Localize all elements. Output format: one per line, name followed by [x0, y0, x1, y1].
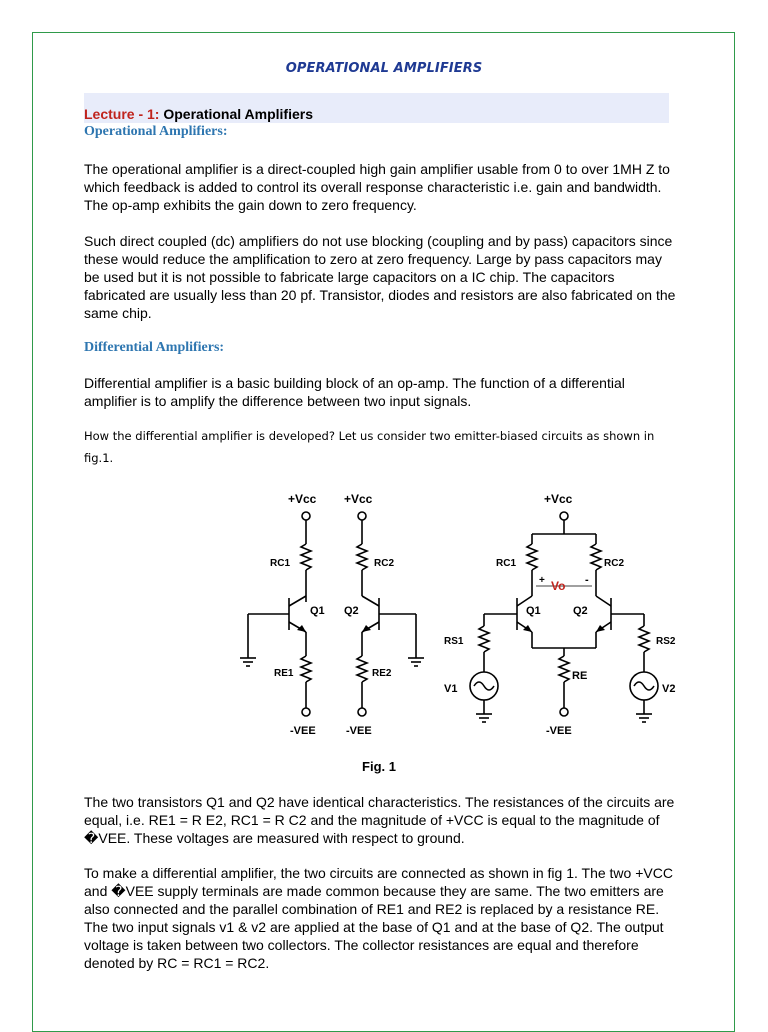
label-rc1-left: RC1 — [270, 558, 291, 569]
lecture-number: Lecture - 1: — [84, 106, 160, 122]
paragraph-1: The operational amplifier is a direct-coupled high gain amplifier usable from 0 to over 1MH Z to which feedback is added to control its overall response characteristic i.e. gain and bandwidth. The op-amp exhibits the gain down to zero frequency. — [84, 161, 670, 213]
label-v1: V1 — [444, 683, 458, 695]
label-vcc-1: +Vcc — [288, 492, 317, 506]
label-vo-plus: + — [539, 575, 545, 586]
label-q2-right: Q2 — [573, 605, 588, 617]
label-rs2: RS2 — [656, 636, 676, 647]
label-rs1: RS1 — [444, 636, 464, 647]
document-title: OPERATIONAL AMPLIFIERS — [285, 61, 483, 76]
paragraph-6: To make a differential amplifier, the two circuits are connected as shown in fig 1. The two +VCC and �VEE supply terminals are made common because they are same. The two emitters are also connected and the parallel combination of RE1 and RE2 is replaced by a resistance RE. The two input signals v1 & v2 are applied at the base of Q1 and at the base of Q2. The output voltage is taken between two collectors. The collector resistances are equal and therefore denoted by RC = RC1 = RC2. — [84, 865, 673, 971]
label-q2-left: Q2 — [344, 605, 359, 617]
figure-1-circuit — [234, 486, 674, 751]
lecture-heading — [84, 106, 313, 122]
label-vee-1: -VEE — [290, 725, 316, 737]
label-re: RE — [572, 670, 588, 682]
label-vcc-3: +Vcc — [544, 492, 573, 506]
label-rc2-right: RC2 — [604, 558, 625, 569]
section-heading-op-amps: Operational Amplifiers: — [84, 124, 228, 139]
section-heading-diff-amps: Differential Amplifiers: — [84, 340, 225, 355]
paragraph-4: How the differential amplifier is developed? Let us consider two emitter-biased circuits as shown in fig.1. — [84, 429, 655, 465]
label-vo-minus: - — [585, 574, 589, 586]
label-rc1-right: RC1 — [496, 558, 517, 569]
paragraph-3: Differential amplifier is a basic building block of an op-amp. The function of a differential amplifier is to amplify the difference between two input signals. — [84, 375, 625, 409]
label-rc2-left: RC2 — [374, 558, 395, 569]
paragraph-2: Such direct coupled (dc) amplifiers do not use blocking (coupling and by pass) capacitors since these would reduce the amplification to zero at zero frequency. Large by pass capacitors may be used but it is not possible to fabricate large capacitors on a IC chip. The capacitors fabricated are usually less than 20 pf. Transistor, diodes and resistors are also fabricated on the same chip. — [84, 233, 676, 321]
label-vcc-2: +Vcc — [344, 492, 373, 506]
label-q1-left: Q1 — [310, 605, 325, 617]
label-vee-3: -VEE — [546, 725, 572, 737]
label-re2: RE2 — [372, 668, 392, 679]
label-re1: RE1 — [274, 668, 294, 679]
label-v2: V2 — [662, 683, 676, 695]
lecture-title: Operational Amplifiers — [163, 106, 313, 122]
label-q1-right: Q1 — [526, 605, 541, 617]
figure-caption: Fig. 1 — [362, 759, 396, 774]
paragraph-5: The two transistors Q1 and Q2 have identical characteristics. The resistances of the circuits are equal, i.e. RE1 = R E2, RC1 = R C2 and the magnitude of +VCC is equal to the magnitude of �VEE. These voltages are measured with respect to ground. — [84, 794, 675, 846]
label-vo: Vo — [551, 579, 566, 593]
label-vee-2: -VEE — [346, 725, 372, 737]
